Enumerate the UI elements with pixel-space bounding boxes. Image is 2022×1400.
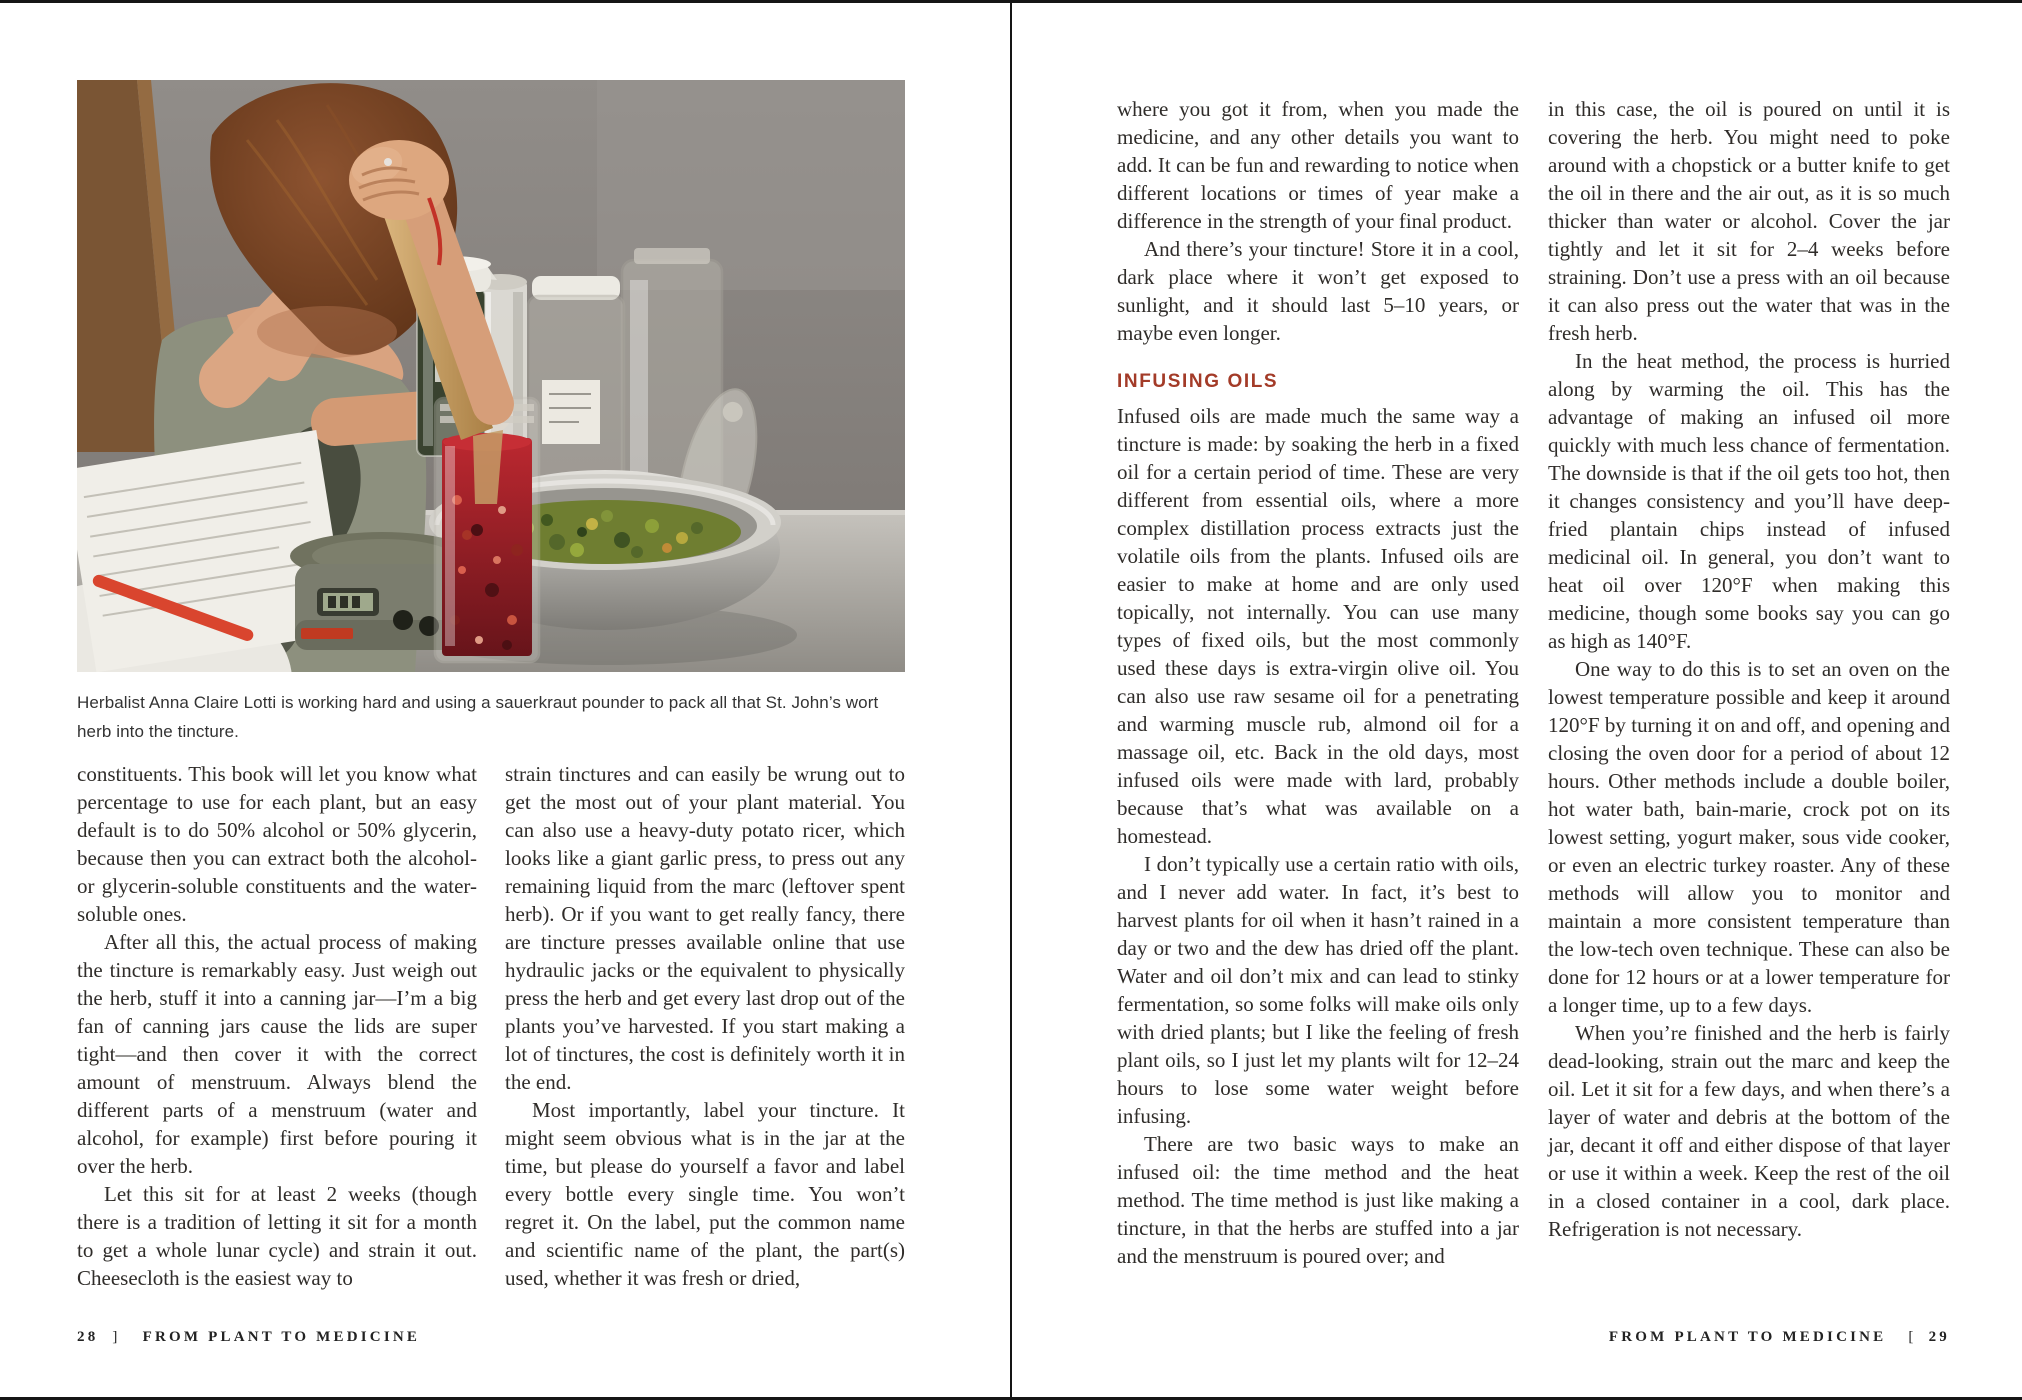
left-page-column-1 [77,760,477,1292]
page-29 [1012,0,2022,1400]
paragraph: Most importantly, label your tincture. It might seem obvious what is in the jar at the time, but please do yourself a favor and label every bottle every single time. You won’t regret it. On the label, put the common name and scientific name of the plant, the part(s) used, whether it was fresh or dried, [505,1098,905,1290]
paragraph: When you’re finished and the herb is fairly dead-looking, strain out the marc and keep the oil. Let it sit for a few days, and when there’s a layer of water and debris at the bottom of the jar, decant it off and either dispose of that layer or use it within a week. Keep the rest of the oil in a closed container in a cool, dark place. Refrigeration is not necessary. [1548,1021,1950,1241]
paragraph: One way to do this is to set an oven on the lowest temperature possible and keep it around 120°F by turning it on and off, and opening and closing the oven door for a period of about 12 hours. Other methods include a double boiler, hot water bath, bain-marie, crock pot on its lowest setting, yogurt maker, sous vide cooker, or even an electric turkey roaster. Any of these methods will allow you to monitor and maintain a more consistent temperature than the low-tech oven technique. These can also be done for 12 hours or at a lower temperature for a longer time, up to a few days. [1548,657,1950,1017]
paragraph: constituents. This book will let you know what percentage to use for each plant, but an easy default is to do 50% alcohol or 50% glycerin, because then you can extract both the alcohol- or glycerin-soluble constituents and the water-soluble ones. [77,762,477,926]
photo-caption: Herbalist Anna Claire Lotti is working hard and using a sauerkraut pounder to pack all that St. John’s wort herb into the tincture. [77,693,879,741]
page-number: 29 [1928,1329,1950,1345]
paragraph: After all this, the actual process of making the tincture is remarkably easy. Just weigh out the herb, stuff it into a canning jar—I’m a big fan of canning jars cause the lids are super tight—and then cover it with the correct amount of menstruum. Always blend the different parts of a menstruum (water and alcohol, for example) first before pouring it over the herb. [77,930,477,1178]
left-page-columns [77,760,905,1292]
paragraph: in this case, the oil is poured on until it is covering the herb. You might need to poke around with a chopstick or a butter knife to get the oil in there and the air out, as it is so much thicker than water or alcohol. Cover the jar tightly and let it sit for 2–4 weeks before straining. Don’t use a press with an oil because it can also press out the water that was in the fresh herb. [1548,97,1950,345]
footer-bracket: ] [112,1329,121,1345]
footer-bracket: [ [1908,1329,1917,1345]
paragraph: There are two basic ways to make an infused oil: the time method and the heat method. The time method is just like making a tincture, in that the herbs are stuffed into a jar and the menstruum is poured over; and [1117,1132,1519,1268]
page-number: 28 [77,1329,99,1345]
page-footer-right [1609,1329,1950,1346]
right-page-column-2 [1548,95,1950,1270]
section-heading-infusing-oils: INFUSING OILS [1117,371,1279,392]
page-footer-left [77,1329,420,1346]
paragraph: strain tinctures and can easily be wrung out to get the most out of your plant material. You can also use a heavy-duty potato ricer, which looks like a giant garlic press, to press out any remaining liquid from the marc (leftover spent herb). Or if you want to get really fancy, there are tincture presses available online that use hydraulic jacks or the equivalent to physically press the herb and get every last drop out of the plants you’ve harvested. If you start making a lot of tinctures, the cost is definitely worth it in the end. [505,762,905,1094]
ring [384,158,392,166]
tincture-pounding-photo [77,80,905,672]
paragraph: Infused oils are made much the same way a tincture is made: by soaking the herb in a fixed oil for a certain period of time. These are very different from essential oils, where a more complex distillation process extracts just the volatile oils from the plants. Infused oils are easier to make at home and are only used topically, not internally. You can use many types of fixed oils, but the most commonly used these days is extra-virgin olive oil. You can also use raw sesame oil for a penetrating and warming muscle rub, almond oil for a massage oil, etc. Back in the old days, most infused oils were made with lard, probably because that’s what was available on a homestead. [1117,404,1519,848]
book-title: FROM PLANT TO MEDICINE [142,1329,421,1345]
paragraph: Let this sit for at least 2 weeks (though there is a tradition of letting it sit for a month to get a whole lunar cycle) and strain it out. Cheesecloth is the easiest way to [77,1182,477,1290]
paragraph: In the heat method, the process is hurried along by warming the oil. This has the advantage of making an infused oil more quickly with much less chance of fermentation. The downside is that if the oil gets too hot, then it changes consistency and you’ll have deep-fried plantain chips instead of infused medicinal oil. In general, you don’t want to heat oil over 120°F when making this medicine, though some books say you can go as high as 140°F. [1548,349,1950,653]
photo-figure [77,80,905,672]
paragraph: where you got it from, when you made the medicine, and any other details you want to add. It can be fun and rewarding to notice when different locations or times of year make a difference in the strength of your final product. [1117,97,1519,233]
book-title: FROM PLANT TO MEDICINE [1608,1329,1887,1345]
scale-logo [301,628,353,639]
paragraph: I don’t typically use a certain ratio with oils, and I never add water. In fact, it’s best to harvest plants for oil when it hasn’t rained in a day or two and the dew has dried off the plant. Water and oil don’t mix and can lead to stinky fermentation, so some folks will make oils only with dried plants; but I like the feeling of fresh plant oils, so I just let my plants wilt for 12–24 hours to lose some water weight before infusing. [1117,852,1519,1128]
right-page-column-1 [1117,95,1519,1270]
page-28 [0,0,1010,1400]
paragraph: And there’s your tincture! Store it in a cool, dark place where it won’t get exposed to sunlight, and it should last 5–10 years, or maybe even longer. [1117,237,1519,345]
left-page-column-2 [505,760,905,1292]
right-page-columns [1117,95,1950,1270]
